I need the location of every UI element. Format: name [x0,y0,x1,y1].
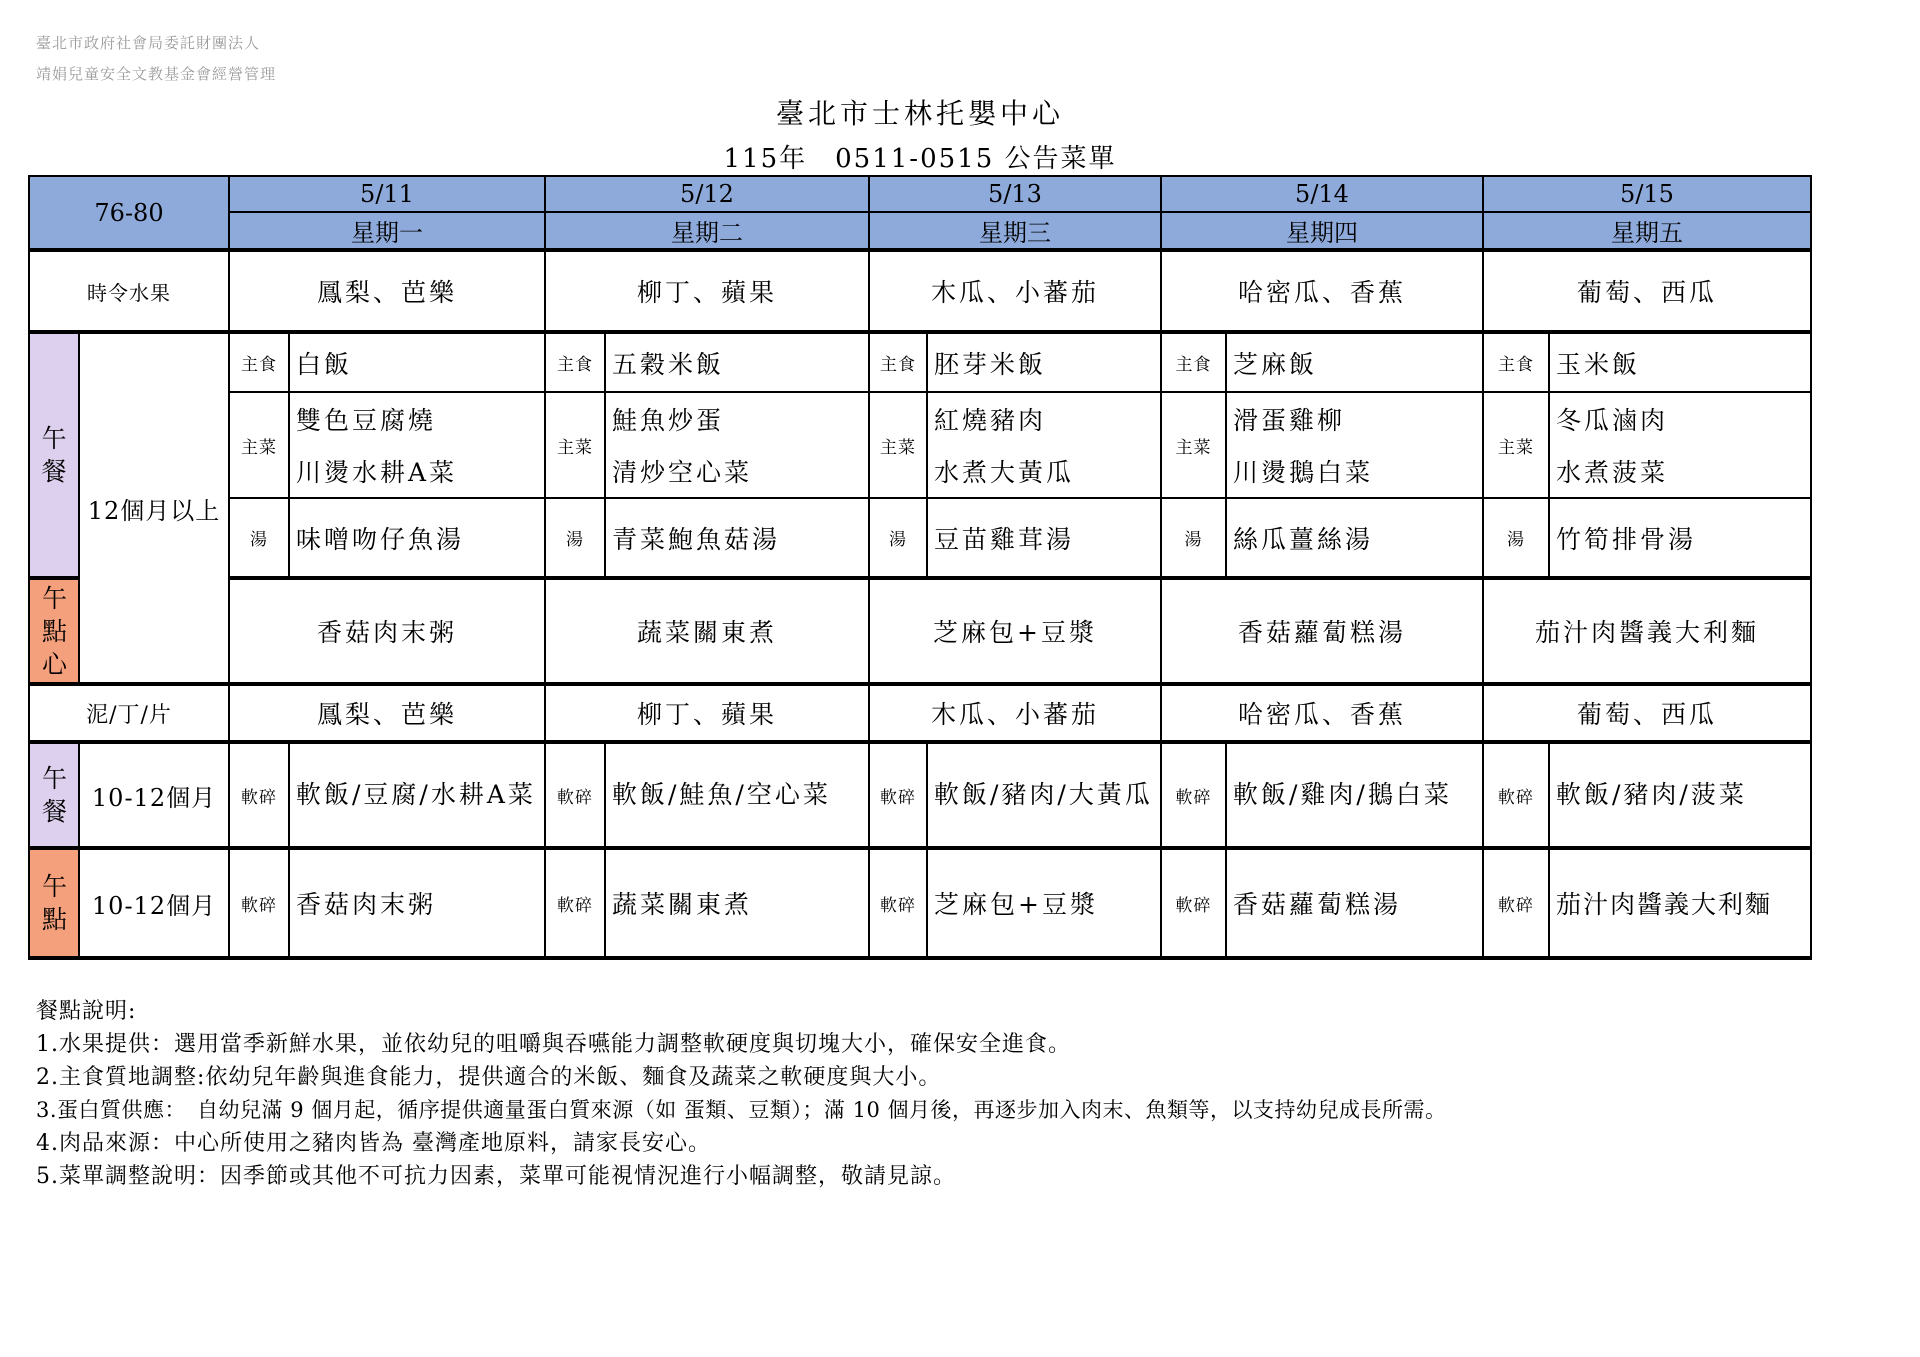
fruit-cell: 木瓜、小蕃茄 [869,250,1161,332]
puree-fruit-cell: 木瓜、小蕃茄 [869,684,1161,742]
main-label: 主菜 [1483,392,1549,498]
page-subtitle: 115年 0511-0515 公告菜單 [723,144,1117,174]
snack-cell: 香菇肉末粥 [229,578,545,684]
infant-age-label: 10-12個月 [79,848,229,958]
snack-section-label: 午點心 [29,578,79,684]
menu-code: 76-80 [29,176,229,250]
infant-lunch-cell: 軟飯/豆腐/水耕A菜 [289,742,545,848]
note-item: 4.肉品來源：中心所使用之豬肉皆為 臺灣產地原料，請家長安心。 [36,1131,711,1156]
soup-label: 湯 [1161,498,1226,578]
infant-snack-cell: 蔬菜關東煮 [605,848,869,958]
main-dish-cell: 冬瓜滷肉 [1549,392,1811,444]
soup-label: 湯 [1483,498,1549,578]
soft-label: 軟碎 [1161,742,1226,848]
age-group-label: 12個月以上 [79,332,229,684]
staple-cell: 胚芽米飯 [927,332,1161,392]
infant-snack-cell: 茄汁肉醬義大利麵 [1549,848,1811,958]
fruit-cell: 哈密瓜、香蕉 [1161,250,1483,332]
soft-label: 軟碎 [1483,742,1549,848]
date-header: 5/11 [229,176,545,212]
weekday-header: 星期二 [545,212,869,250]
staple-cell: 白飯 [289,332,545,392]
main-dish-cell: 鮭魚炒蛋 [605,392,869,444]
main-label: 主菜 [229,392,289,498]
infant-snack-cell: 香菇蘿蔔糕湯 [1226,848,1483,958]
snack-cell: 茄汁肉醬義大利麵 [1483,578,1811,684]
note-item: 3.蛋白質供應： 自幼兒滿 9 個月起，循序提供適量蛋白質來源（如 蛋類、豆類）；滿 10 個月後，再逐步加入肉末、魚類等，以支持幼兒成長所需。 [36,1098,1447,1122]
snack-cell: 蔬菜關東煮 [545,578,869,684]
note-item: 1.水果提供：選用當季新鮮水果，並依幼兒的咀嚼與吞嚥能力調整軟硬度與切塊大小，確保安全進食。 [36,1032,1071,1057]
lunch-section-label: 午餐 [29,332,79,578]
soup-cell: 青菜鮑魚菇湯 [605,498,869,578]
page-title: 臺北市士林托嬰中心 [775,97,1064,130]
staple-cell: 玉米飯 [1549,332,1811,392]
soup-cell: 絲瓜薑絲湯 [1226,498,1483,578]
infant-lunch-cell: 軟飯/雞肉/鵝白菜 [1226,742,1483,848]
soft-label: 軟碎 [869,742,927,848]
puree-fruit-cell: 哈密瓜、香蕉 [1161,684,1483,742]
main-label: 主菜 [545,392,605,498]
soft-label: 軟碎 [545,848,605,958]
soft-label: 軟碎 [1161,848,1226,958]
vegetable-cell: 川燙水耕A菜 [289,444,545,498]
soup-label: 湯 [869,498,927,578]
soft-label: 軟碎 [229,742,289,848]
soup-label: 湯 [545,498,605,578]
soup-cell: 豆苗雞茸湯 [927,498,1161,578]
infant-lunch-cell: 軟飯/鮭魚/空心菜 [605,742,869,848]
fruit-cell: 葡萄、西瓜 [1483,250,1811,332]
vegetable-cell: 水煮菠菜 [1549,444,1811,498]
org-line-1: 臺北市政府社會局委託財團法人 [36,34,261,52]
vegetable-cell: 水煮大黃瓜 [927,444,1161,498]
staple-cell: 五穀米飯 [605,332,869,392]
soft-label: 軟碎 [229,848,289,958]
staple-label: 主食 [545,332,605,392]
meal-notes [36,995,1447,1193]
weekday-header: 星期三 [869,212,1161,250]
fruit-cell: 鳳梨、芭樂 [229,250,545,332]
puree-fruit-cell: 葡萄、西瓜 [1483,684,1811,742]
infant-lunch-section-label: 午餐 [29,742,79,848]
fruit-label: 時令水果 [29,250,229,332]
weekday-header: 星期五 [1483,212,1811,250]
date-header: 5/15 [1483,176,1811,212]
weekday-header: 星期一 [229,212,545,250]
soup-cell: 味噌吻仔魚湯 [289,498,545,578]
vegetable-cell: 清炒空心菜 [605,444,869,498]
note-item: 2.主食質地調整:依幼兒年齡與進食能力，提供適合的米飯、麵食及蔬菜之軟硬度與大小。 [36,1065,942,1090]
puree-label: 泥/丁/片 [29,684,229,742]
staple-label: 主食 [1483,332,1549,392]
note-item: 5.菜單調整說明：因季節或其他不可抗力因素，菜單可能視情況進行小幅調整，敬請見諒。 [36,1164,956,1189]
infant-snack-section-label: 午點 [29,848,79,958]
menu-table [28,175,1812,960]
main-dish-cell: 滑蛋雞柳 [1226,392,1483,444]
soft-label: 軟碎 [869,848,927,958]
puree-fruit-cell: 鳳梨、芭樂 [229,684,545,742]
date-header: 5/12 [545,176,869,212]
main-dish-cell: 紅燒豬肉 [927,392,1161,444]
staple-label: 主食 [1161,332,1226,392]
notes-heading: 餐點說明: [36,999,137,1024]
soup-cell: 竹筍排骨湯 [1549,498,1811,578]
main-label: 主菜 [869,392,927,498]
date-header: 5/14 [1161,176,1483,212]
infant-snack-cell: 芝麻包+豆漿 [927,848,1161,958]
infant-lunch-cell: 軟飯/豬肉/大黃瓜 [927,742,1161,848]
vegetable-cell: 川燙鵝白菜 [1226,444,1483,498]
date-header: 5/13 [869,176,1161,212]
puree-fruit-cell: 柳丁、蘋果 [545,684,869,742]
snack-cell: 芝麻包+豆漿 [869,578,1161,684]
staple-label: 主食 [229,332,289,392]
staple-label: 主食 [869,332,927,392]
main-label: 主菜 [1161,392,1226,498]
main-dish-cell: 雙色豆腐燒 [289,392,545,444]
staple-cell: 芝麻飯 [1226,332,1483,392]
snack-cell: 香菇蘿蔔糕湯 [1161,578,1483,684]
weekday-header: 星期四 [1161,212,1483,250]
infant-lunch-cell: 軟飯/豬肉/菠菜 [1549,742,1811,848]
infant-age-label: 10-12個月 [79,742,229,848]
soft-label: 軟碎 [1483,848,1549,958]
soft-label: 軟碎 [545,742,605,848]
fruit-cell: 柳丁、蘋果 [545,250,869,332]
org-line-2: 靖娟兒童安全文教基金會經營管理 [36,65,277,83]
infant-snack-cell: 香菇肉末粥 [289,848,545,958]
soup-label: 湯 [229,498,289,578]
